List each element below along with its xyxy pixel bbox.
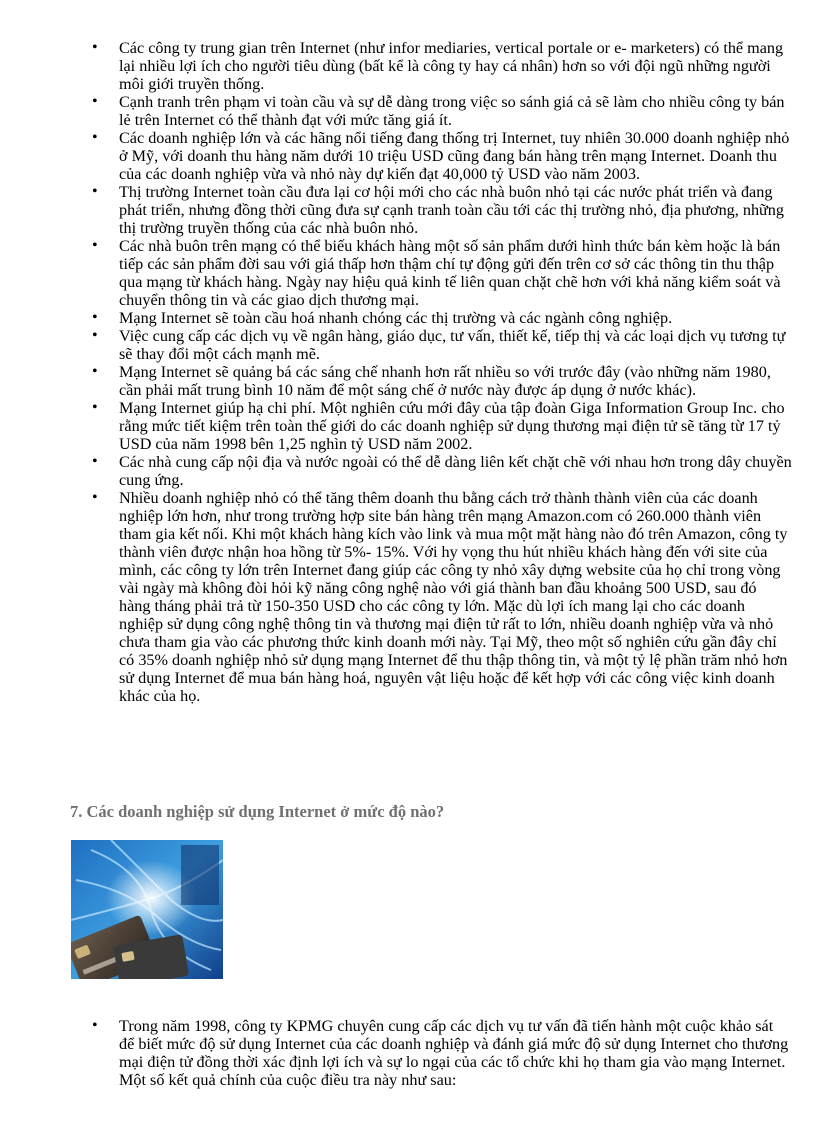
list-item: • Mạng Internet sẽ toàn cầu hoá nhanh chóng các thị trường và các ngành công nghiệp. xyxy=(92,309,792,327)
bullet-list-bottom xyxy=(92,1017,792,1089)
list-item: • Các doanh nghiệp lớn và các hãng nổi tiếng đang thống trị Internet, tuy nhiên 30.000 doanh nghiệp nhỏ ở Mỹ, với doanh thu hàng năm dưới 10 triệu USD cũng đang bán hàng trên mạng Internet. Doanh thu của các doanh nghiệp vừa và nhỏ này dự kiến đạt 40,000 tỷ USD vào năm 2003. xyxy=(92,129,792,183)
section-heading: 7. Các doanh nghiệp sử dụng Internet ở mức độ nào? xyxy=(70,802,445,821)
list-item: • Nhiều doanh nghiệp nhỏ có thể tăng thêm doanh thu bằng cách trở thành thành viên của các doanh nghiệp lớn hơn, như trong trường hợp site bán hàng trên mạng Amazon.com có 260.000 thành viên tham gia kết nối. Khi một khách hàng kích vào link và mua một mặt hàng nào đó trên Amazon, công ty thành viên được nhận hoa hồng từ 5%- 15%. Với hy vọng thu hút nhiều khách hàng đến với site của mình, các công ty lớn trên Internet đang giúp các công ty nhỏ xây dựng website của họ chỉ trong vòng vài ngày mà không đòi hỏi kỹ năng công nghệ nào với giá thành ban đầu khoảng 500 USD, sau đó hàng tháng phải trả từ 150-350 USD cho các công ty lớn. Mặc dù lợi ích mang lại cho các doanh nghiệp sử dụng công nghệ thông tin và thương mại điện tử rất to lớn, nhiều doanh nghiệp vừa và nhỏ chưa tham gia vào các phương thức kinh doanh mới này. Tại Mỹ, theo một số nghiên cứu gần đây chỉ có 35% doanh nghiệp nhỏ sử dụng mạng Internet để thu thập thông tin, và một tỷ lệ phần trăm nhỏ hơn sử dụng Internet để mua bán hàng hoá, nguyên vật liệu hoặc để kết hợp với các công việc kinh doanh khác của họ. xyxy=(92,489,792,705)
list-item: • Các nhà cung cấp nội địa và nước ngoài có thể dễ dàng liên kết chặt chẽ với nhau hơn trong dây chuyền cung ứng. xyxy=(92,453,792,489)
list-item: • Mạng Internet sẽ quảng bá các sáng chế nhanh hơn rất nhiều so với trước đây (vào những năm 1980, cần phải mất trung bình 10 năm để một sáng chế ở nước này được áp dụng ở nước khác). xyxy=(92,363,792,399)
list-item: • Việc cung cấp các dịch vụ về ngân hàng, giáo dục, tư vấn, thiết kế, tiếp thị và các loại dịch vụ tương tự sẽ thay đổi một cách mạnh mẽ. xyxy=(92,327,792,363)
list-item: • Cạnh tranh trên phạm vi toàn cầu và sự dễ dàng trong việc so sánh giá cả sẽ làm cho nhiều công ty bán lẻ trên Internet có thể thành đạt với mức tăng giá ít. xyxy=(92,93,792,129)
list-item: • Mạng Internet giúp hạ chi phí. Một nghiên cứu mới đây của tập đoàn Giga Information Group Inc. cho rằng mức tiết kiệm trên toàn thế giới do các doanh nghiệp sử dụng thương mại điện tử sẽ tăng từ 17 tỷ USD của năm 1998 bên 1,25 nghìn tỷ USD năm 2002. xyxy=(92,399,792,453)
list-item: • Trong năm 1998, công ty KPMG chuyên cung cấp các dịch vụ tư vấn đã tiến hành một cuộc khảo sát để biết mức độ sử dụng Internet của các doanh nghiệp và đánh giá mức độ sử dụng Internet cho thương mại điện tử đồng thời xác định lợi ích và sự lo ngại của các tổ chức khi họ tham gia vào mạng Internet. Một số kết quả chính của cuộc điều tra này như sau: xyxy=(92,1017,792,1089)
list-item: • Các công ty trung gian trên Internet (như infor mediaries, vertical portale or e- marketers) có thể mang lại nhiều lợi ích cho người tiêu dùng (bất kể là công ty hay cá nhân) hơn so với đội ngũ những người môi giới truyền thống. xyxy=(92,39,792,93)
credit-card-internet-photo xyxy=(71,840,223,979)
bullet-list-top xyxy=(92,39,792,705)
list-item: • Thị trường Internet toàn cầu đưa lại cơ hội mới cho các nhà buôn nhỏ tại các nước phát triển và đang phát triển, nhưng đồng thời cũng đưa sự cạnh tranh toàn cầu tới các thị trường nhỏ, địa phương, những thị trường truyền thống của các nhà buôn nhỏ. xyxy=(92,183,792,237)
list-item: • Các nhà buôn trên mạng có thể biếu khách hàng một số sản phẩm dưới hình thức bán kèm hoặc là bán tiếp các sản phẩm đời sau với giá thấp hơn thậm chí tự động gửi đến trên cơ sở các thông tin thu thập qua mạng từ khách hàng. Ngày nay hiệu quả kinh tế liên quan chặt chẽ hơn với khả năng kiểm soát và chuyển thông tin và các giao dịch thương mại. xyxy=(92,237,792,309)
